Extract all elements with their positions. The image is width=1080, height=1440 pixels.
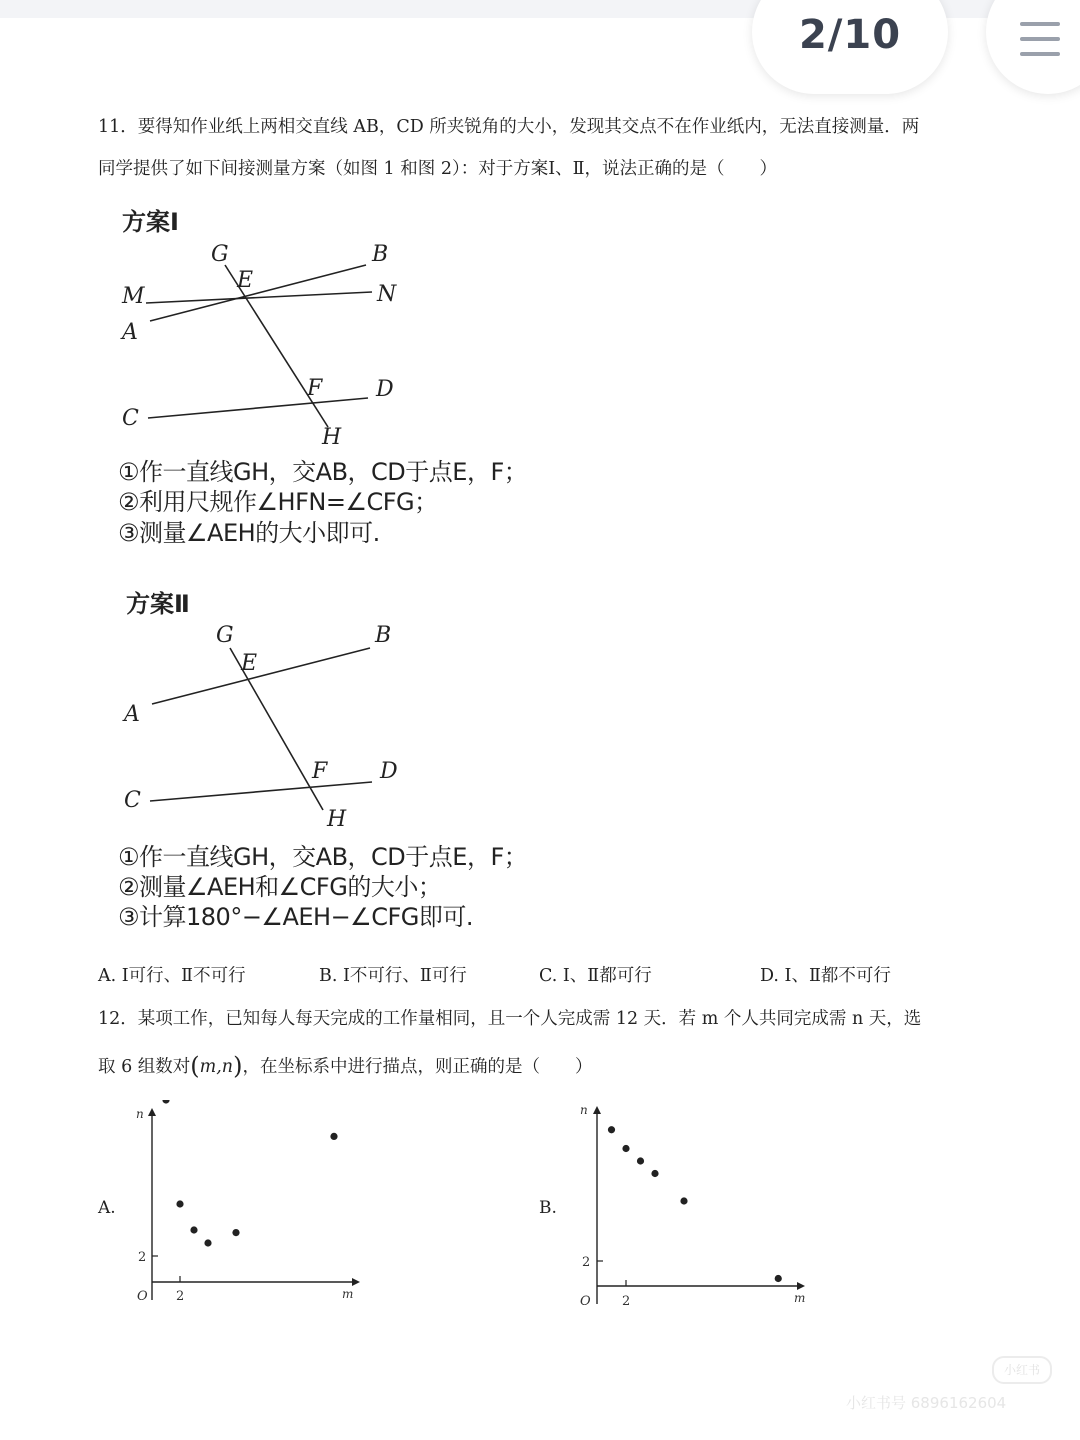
data-point xyxy=(190,1226,197,1233)
menu-line-icon xyxy=(1020,52,1060,56)
x-axis-arrow-icon xyxy=(797,1282,805,1290)
watermark-logo: 小红书 xyxy=(992,1356,1052,1384)
scheme2-step3: ③计算180°−∠AEH−∠CFG即可. xyxy=(118,903,473,931)
scheme1-step1: ①作一直线GH，交AB，CD于点E，F； xyxy=(118,458,528,486)
option-d[interactable]: D. Ⅰ、Ⅱ都不可行 xyxy=(760,966,891,986)
data-point xyxy=(204,1239,211,1246)
q11-text-line2: 同学提供了如下间接测量方案（如图 1 和图 2）：对于方案Ⅰ、Ⅱ，说法正确的是（ ） xyxy=(98,159,778,179)
x-tick-label: 2 xyxy=(622,1294,631,1309)
paren-close: ) xyxy=(233,1052,243,1080)
data-point xyxy=(637,1157,644,1164)
page-indicator: 2/10 xyxy=(752,0,948,94)
plot-a-points xyxy=(162,1100,337,1247)
label-g: G xyxy=(211,242,229,267)
data-point xyxy=(775,1275,782,1282)
scheme2-title: 方案Ⅱ xyxy=(126,590,190,618)
label-b: B xyxy=(375,623,392,648)
label-h: H xyxy=(322,425,342,450)
paren-open: ( xyxy=(190,1052,200,1080)
menu-line-icon xyxy=(1020,37,1060,41)
line-cd xyxy=(148,398,368,418)
plot-b-label: B. xyxy=(539,1198,557,1218)
label-b: B xyxy=(372,242,389,267)
label-n: N xyxy=(377,282,397,307)
label-a: A xyxy=(122,320,138,345)
menu-line-icon xyxy=(1020,22,1060,26)
label-c: C xyxy=(124,788,141,813)
option-c[interactable]: C. Ⅰ、Ⅱ都可行 xyxy=(539,966,652,986)
label-f: F xyxy=(312,759,328,784)
label-m: M xyxy=(122,284,145,309)
option-a[interactable]: A. Ⅰ可行、Ⅱ不可行 xyxy=(98,966,246,986)
scheme1-step3: ③测量∠AEH的大小即可. xyxy=(118,519,380,547)
scheme1-diagram xyxy=(110,235,430,450)
line-cd xyxy=(150,782,372,801)
y-axis-arrow-icon xyxy=(148,1108,156,1116)
scheme2-step2: ②测量∠AEH和∠CFG的大小； xyxy=(118,873,442,901)
label-h: H xyxy=(327,807,347,832)
q12-prefix: 取 6 组数对 xyxy=(98,1057,191,1077)
scheme2-step1: ①作一直线GH，交AB，CD于点E，F； xyxy=(118,843,528,871)
label-g: G xyxy=(216,623,234,648)
data-point xyxy=(232,1229,239,1236)
axis-y-label: n xyxy=(136,1107,144,1121)
data-point xyxy=(608,1126,615,1133)
line-mn xyxy=(146,292,372,303)
line-ab xyxy=(150,265,366,321)
data-point xyxy=(622,1145,629,1152)
label-e: E xyxy=(237,268,254,293)
x-axis-arrow-icon xyxy=(352,1278,360,1286)
data-point xyxy=(176,1200,183,1207)
x-tick-label: 2 xyxy=(176,1289,185,1304)
q12-text-line2 xyxy=(98,1050,592,1078)
option-b[interactable]: B. Ⅰ不可行、Ⅱ可行 xyxy=(319,966,467,986)
label-a: A xyxy=(124,702,140,727)
data-point xyxy=(330,1133,337,1140)
label-d: D xyxy=(380,759,398,784)
label-e: E xyxy=(241,651,258,676)
data-point xyxy=(651,1170,658,1177)
plot-a-label: A. xyxy=(98,1198,116,1218)
data-point xyxy=(680,1197,687,1204)
y-axis-arrow-icon xyxy=(593,1106,601,1114)
label-d: D xyxy=(376,377,394,402)
axis-y-label: n xyxy=(580,1103,588,1117)
y-tick-label: 2 xyxy=(582,1255,591,1270)
hamburger-menu-icon[interactable] xyxy=(986,0,1080,94)
scheme1-step2: ②利用尺规作∠HFN=∠CFG； xyxy=(118,488,438,516)
watermark-text: 小红书号 6896162604 xyxy=(846,1394,1007,1412)
axis-x-label: m xyxy=(794,1291,806,1305)
origin-label: O xyxy=(137,1289,148,1304)
origin-label: O xyxy=(580,1294,591,1309)
q12-suffix: ，在坐标系中进行描点，则正确的是（ ） xyxy=(242,1057,593,1077)
scheme1-title: 方案Ⅰ xyxy=(122,208,179,236)
q11-text-line1: 11．要得知作业纸上两相交直线 AB，CD 所夹锐角的大小，发现其交点不在作业纸内，无法直接测量．两 xyxy=(98,117,920,137)
axis-x-label: m xyxy=(342,1287,354,1301)
plot-b xyxy=(565,1100,815,1315)
q12-text-line1: 12．某项工作，已知每人每天完成的工作量相同，且一个人完成需 12 天．若 m 个人共同完成需 n 天，选 xyxy=(98,1009,922,1029)
scheme2-diagram xyxy=(110,618,430,833)
plot-b-points xyxy=(608,1126,782,1282)
label-f: F xyxy=(307,376,323,401)
line-ab xyxy=(152,648,370,704)
y-tick-label: 2 xyxy=(138,1250,147,1265)
q12-pair: m,n xyxy=(199,1057,234,1077)
data-point xyxy=(162,1100,169,1104)
label-c: C xyxy=(122,406,139,431)
plot-a xyxy=(120,1100,370,1310)
